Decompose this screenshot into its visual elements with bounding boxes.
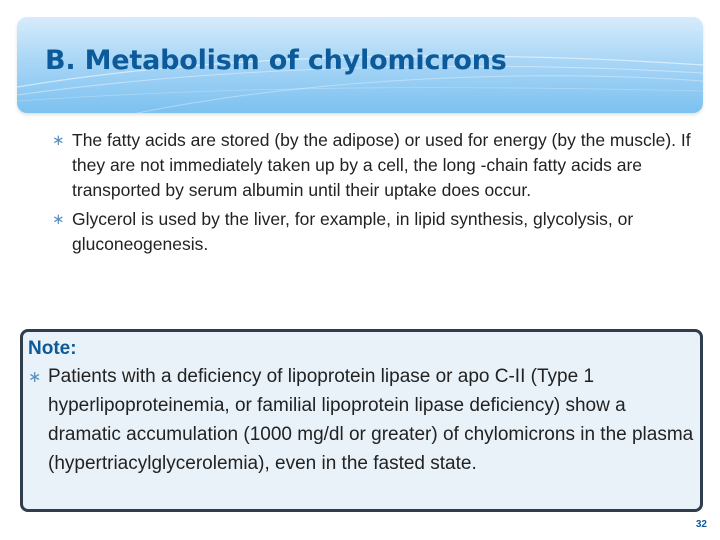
bullet-item — [52, 207, 692, 257]
note-text: Patients with a deficiency of lipoprotein lipase or apo C-II (Type 1 hyperlipoproteinemia, or familial lipoprotein lipase deficiency) show a dramatic accumulation (1000 mg/dl or greater) of chylomicrons in the plasma (hypertriacylglycerolemia), even in the fasted state. — [48, 366, 694, 474]
note-item — [28, 362, 694, 478]
slide-title: B. Metabolism of chylomicrons — [45, 45, 507, 76]
note-label: Note: — [28, 338, 77, 359]
bullet-item — [52, 128, 692, 203]
asterisk-bullet-icon: ∗ — [28, 369, 42, 386]
title-banner — [17, 17, 703, 113]
page-number: 32 — [695, 519, 707, 530]
bullet-list — [52, 128, 692, 261]
asterisk-bullet-icon: ∗ — [52, 132, 65, 149]
asterisk-bullet-icon: ∗ — [52, 211, 65, 228]
bullet-text: The fatty acids are stored (by the adipose) or used for energy (by the muscle). If they are not immediately taken up by a cell, the long -chain fatty acids are transported by serum albumin until their uptake does occur. — [72, 130, 691, 200]
bullet-text: Glycerol is used by the liver, for example, in lipid synthesis, glycolysis, or gluconeogenesis. — [72, 209, 634, 254]
note-box — [20, 329, 703, 512]
